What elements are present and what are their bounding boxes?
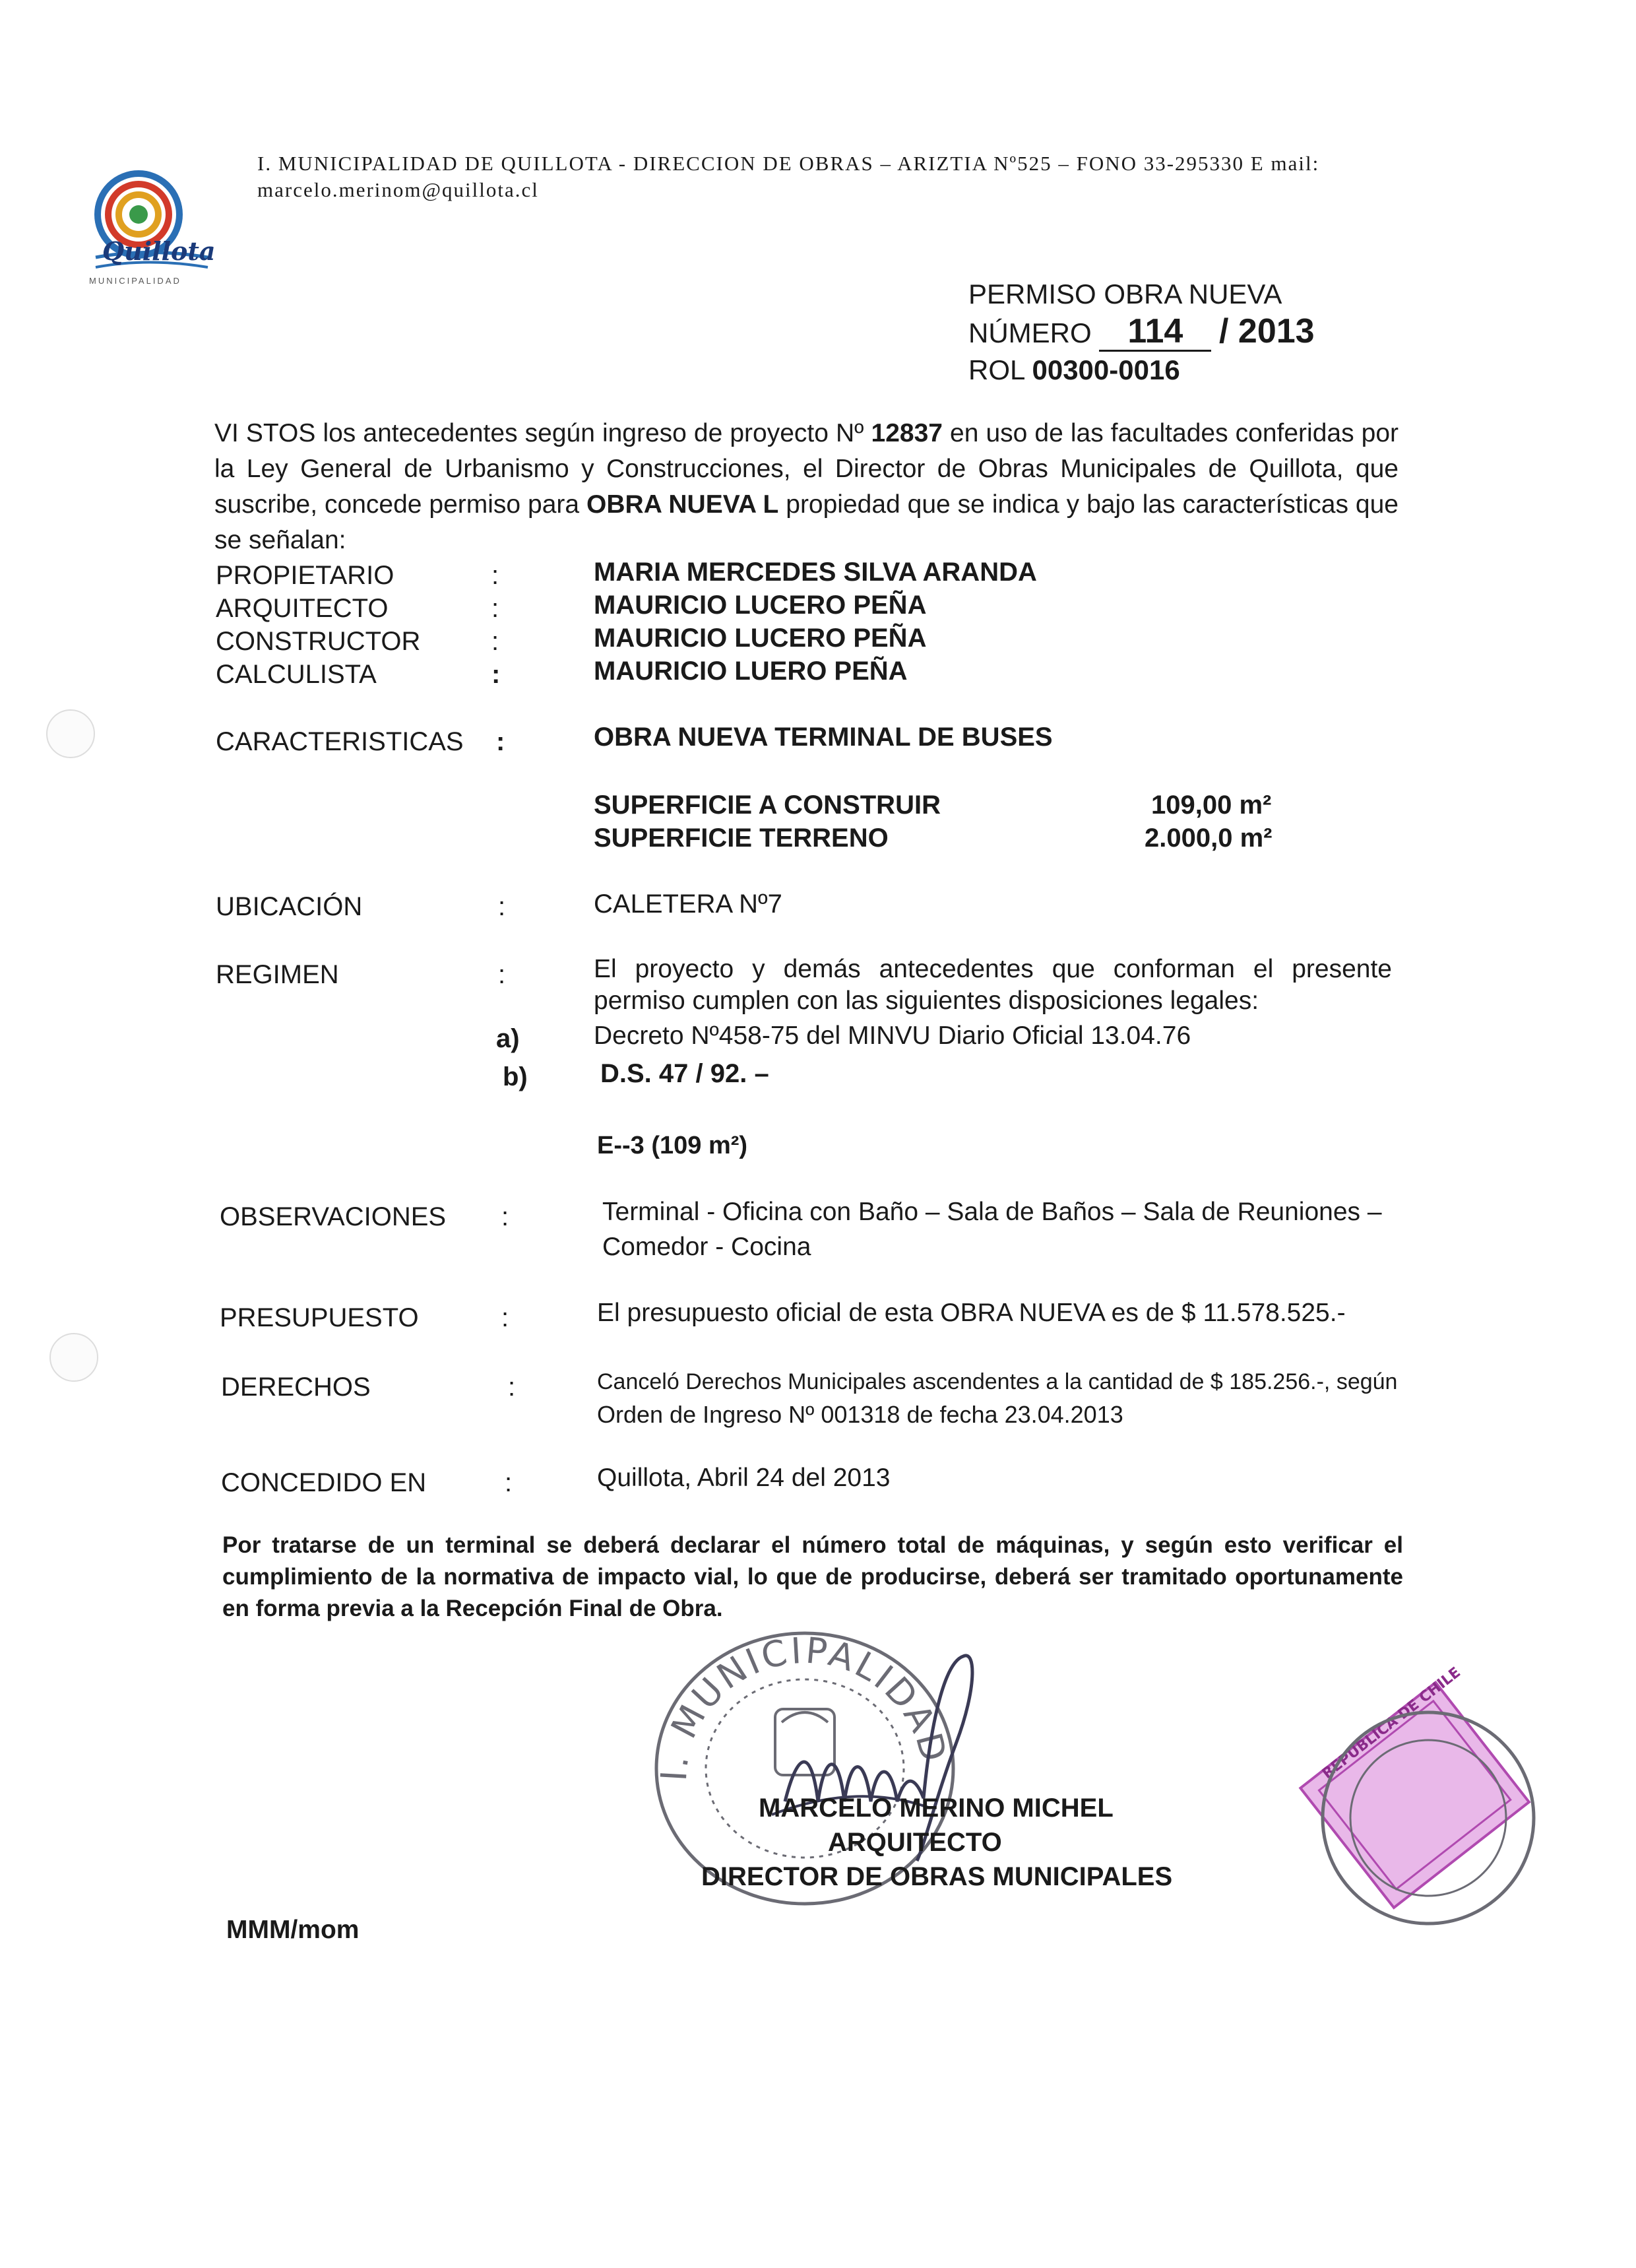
label-arquitecto: ARQUITECTO (216, 594, 389, 623)
label-constructor: CONSTRUCTOR (216, 627, 421, 656)
punch-hole-bottom (49, 1333, 98, 1382)
signer-title: ARQUITECTO (828, 1828, 1002, 1857)
colon: : (505, 1468, 513, 1497)
stamp-text: REPUBLICA DE CHILE (1319, 1664, 1464, 1782)
value-caracteristicas: OBRA NUEVA TERMINAL DE BUSES (594, 723, 1053, 752)
value-observaciones-1: Terminal - Oficina con Baño – Sala de Baños – Sala de Reuniones – (602, 1198, 1382, 1226)
letterhead (257, 150, 1405, 203)
label-derechos: DERECHOS (221, 1373, 371, 1402)
colon: : (501, 1303, 509, 1332)
regimen-a-key: a) (496, 1024, 520, 1053)
permit-number-label: NÚMERO (968, 317, 1092, 348)
value-calculista: MAURICIO LUERO PEÑA (594, 657, 908, 686)
value-arquitecto: MAURICIO LUCERO PEÑA (594, 591, 927, 620)
logo-text: Quillota (102, 236, 216, 266)
value-derechos-2: Orden de Ingreso Nº 001318 de fecha 23.04.2013 (597, 1401, 1123, 1428)
logo-subtext: MUNICIPALIDAD (89, 276, 181, 286)
project-number: 12837 (871, 419, 943, 447)
colon: : (508, 1373, 516, 1402)
permit-title-block (968, 276, 1315, 389)
letterhead-email: marcelo.merinom@quillota.cl (257, 178, 539, 201)
colon: : (491, 627, 499, 656)
value-sup-construir: 109,00 m² (1151, 791, 1272, 820)
municipal-logo (82, 158, 234, 290)
intro-text-1: VI STOS los antecedentes según ingreso de proyecto Nº (214, 419, 864, 447)
colon: : (491, 660, 501, 689)
letterhead-line-1: I. MUNICIPALIDAD DE QUILLOTA - DIRECCION DE OBRAS – ARIZTIA Nº525 – FONO 33-295330 E mail: (257, 152, 1320, 175)
typist-initials: MMM/mom (226, 1916, 360, 1944)
label-concedido: CONCEDIDO EN (221, 1468, 427, 1497)
label-sup-construir: SUPERFICIE A CONSTRUIR (594, 791, 941, 820)
label-sup-terreno: SUPERFICIE TERRENO (594, 824, 889, 853)
intro-text-2: en uso de las facultades conferidas por la Ley General de Urbanismo y Construcciones, el Director de Obras Municipales de Quillota, que suscribe, concede permiso para (214, 419, 1399, 519)
regimen-b: D.S. 47 / 92. – (600, 1059, 769, 1088)
colon: : (498, 892, 506, 921)
rol-value: 00300-0016 (1032, 354, 1180, 385)
intro-bold: OBRA NUEVA L (586, 490, 779, 519)
label-observaciones: OBSERVACIONES (220, 1202, 447, 1231)
label-caracteristicas: CARACTERISTICAS (216, 727, 464, 756)
colon: : (498, 960, 506, 989)
value-concedido: Quillota, Abril 24 del 2013 (597, 1464, 891, 1492)
regimen-a: Decreto Nº458-75 del MINVU Diario Oficial 13.04.76 (594, 1021, 1191, 1050)
colon: : (491, 594, 499, 623)
value-propietario: MARIA MERCEDES SILVA ARANDA (594, 558, 1037, 587)
regimen-e: E--3 (109 m²) (597, 1132, 748, 1159)
permit-number-row (968, 313, 1315, 352)
permit-year: / 2013 (1219, 312, 1315, 350)
signer-role: DIRECTOR DE OBRAS MUNICIPALES (701, 1862, 1173, 1891)
signer-name: MARCELO MERINO MICHEL (759, 1794, 1114, 1823)
value-derechos-1: Canceló Derechos Municipales ascendentes a la cantidad de $ 185.256.-, según (597, 1369, 1398, 1394)
permit-type: PERMISO OBRA NUEVA (968, 278, 1282, 309)
value-ubicacion: CALETERA Nº7 (594, 890, 782, 919)
label-calculista: CALCULISTA (216, 660, 377, 689)
regimen-b-key: b) (503, 1062, 528, 1091)
punch-hole-top (46, 709, 95, 758)
colon: : (491, 561, 499, 590)
tax-stamp (1293, 1656, 1557, 1966)
rol-label: ROL (968, 354, 1024, 385)
label-ubicacion: UBICACIÓN (216, 892, 363, 921)
permit-number: 114 (1099, 313, 1211, 352)
value-regimen: El proyecto y demás antecedentes que conforman el presente permiso cumplen con las siguientes disposiciones legales: (594, 955, 1392, 1015)
value-observaciones-2: Comedor - Cocina (602, 1233, 811, 1261)
label-presupuesto: PRESUPUESTO (220, 1303, 419, 1332)
label-regimen: REGIMEN (216, 960, 339, 989)
colon: : (496, 727, 505, 756)
seal-text: I. MUNICIPALIDAD (652, 1629, 956, 1782)
intro-paragraph (214, 416, 1399, 558)
value-constructor: MAURICIO LUCERO PEÑA (594, 624, 927, 653)
label-propietario: PROPIETARIO (216, 561, 394, 590)
colon: : (501, 1202, 509, 1231)
terminal-warning-paragraph: Por tratarse de un terminal se deberá declarar el número total de máquinas, y según esto verificar el cumplimiento de la normativa de impacto vial, lo que de producirse, deberá ser tramitado oportunamente en forma previa a la Recepción Final de Obra. (222, 1532, 1403, 1621)
rol-row (968, 352, 1315, 389)
intro-text-3: propiedad que se indica y bajo las características que se señalan: (214, 490, 1399, 554)
value-sup-terreno: 2.000,0 m² (1145, 824, 1273, 853)
value-presupuesto: El presupuesto oficial de esta OBRA NUEVA es de $ 11.578.525.- (597, 1299, 1346, 1327)
